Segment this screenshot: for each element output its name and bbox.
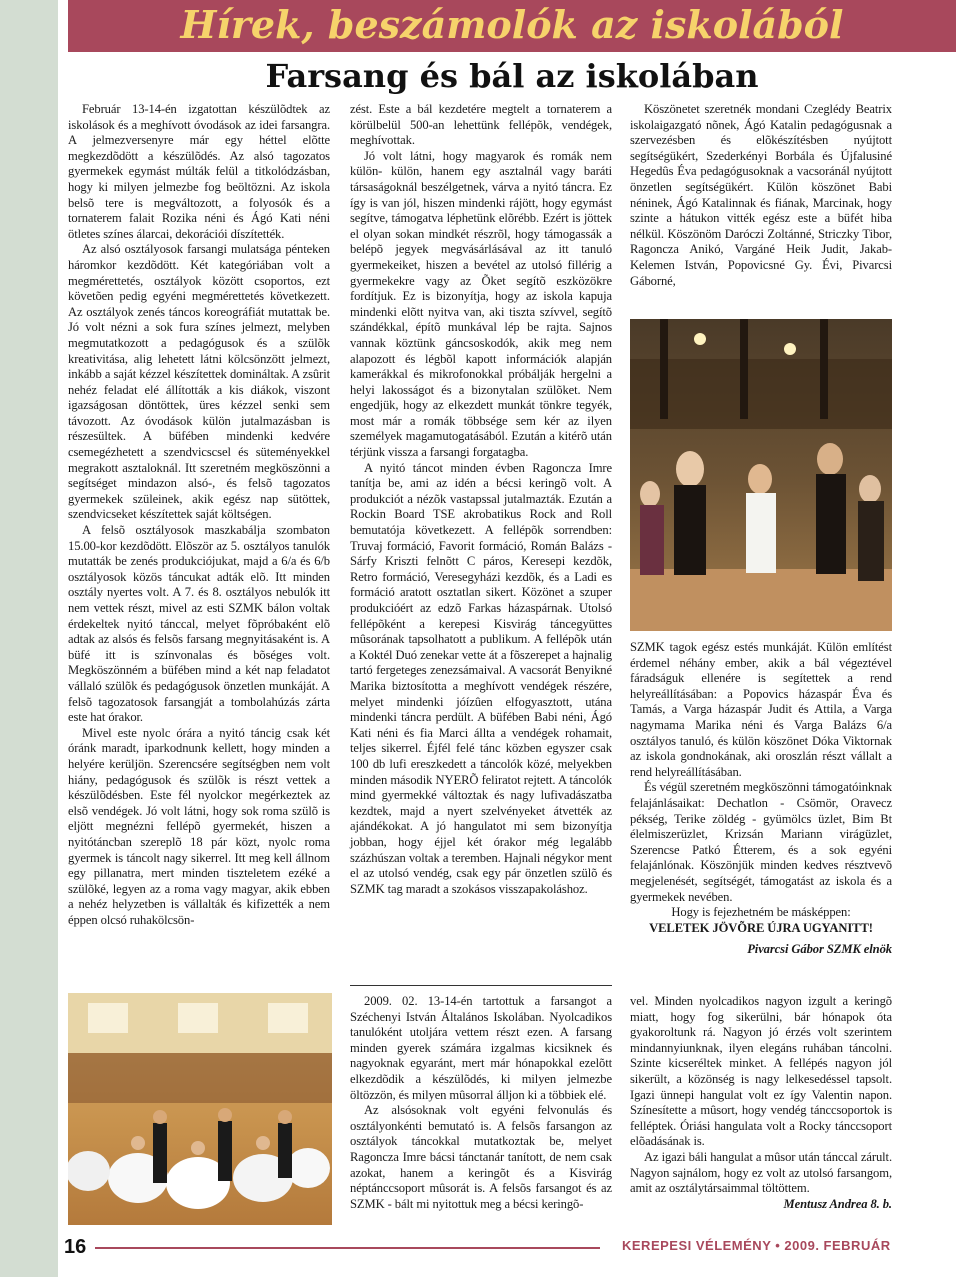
paragraph: 2009. 02. 13-14-én tartottuk a farsangot a Széchenyi István Általános Iskolában. Nyolcadikos tanulóként utoljára vettem részt ezen. A farsang minden gyerek számára izgalmas kicsiknek és nagyoknak egyaránt, mert már hónapokkal ezelõtt elkezdõdik a készülõdés, ki milyen jelmezbe öltözzön, és milyen mûsorral álljon ki a többiek elé.	[350, 994, 612, 1102]
publication-footer: KEREPESI VÉLEMÉNY • 2009. FEBRUÁR	[622, 1238, 891, 1253]
paragraph: Az igazi báli hangulat a mûsor után tánccal zárult. Nagyon sajnálom, hogy ez volt az utolsó farsangom, amit az osztálytársaimmal töltöttem.	[630, 1149, 892, 1196]
waltz-performance-photo	[68, 993, 332, 1225]
column-5	[630, 994, 892, 1212]
divider	[350, 985, 612, 986]
column-3-bottom	[630, 640, 892, 958]
author-signature: Pivarcsi Gábor SZMK elnök	[747, 942, 892, 957]
page-number: 16	[64, 1236, 87, 1258]
paragraph: Hogy is fejezhetném be másképpen:	[671, 905, 851, 920]
closing-slogan: VELETEK JÖVÕRE ÚJRA UGYANITT!	[649, 920, 873, 935]
column-4	[350, 994, 612, 1212]
paragraph: A felsõ osztályosok maszkabálja szombaton 15.00-kor kezdõdött. Elõször az 5. osztályos tanulók mutatták be zenés produkciójukat, majd a 6/a és 6/b osztályosok közös táncukat adták elõ. Itt minden osztály nyertes volt. A 7. és 8. osztályos nebulók itt nem vettek részt, mivel az esti SZMK bálon voltak érdekeltek nyitó tánccal, melyet fõpróbaként elõ adtak az alsós és felsõs farsang megnyitásaként is. A büfé itt is színvonalas és bõséges volt. Megköszönném a büfében mind a két nap feladatot vállaló szülõk és pedagógusok önzetlen munkáját. A felsõ tagozatosok farsangját a tombolahúzás zárta este hat órakor.	[68, 523, 330, 725]
paragraph: Köszönetet szeretnék mondani Czeglédy Beatrix iskolaigazgató nõnek, Ágó Katalin pedagógusnak a szervezésben és elõkészítésben nyújtott segítségükért, Szederkényi Borbála és Újfalusiné Hegedûs Éva pedagógusoknak a vacsoránál nyújtott önzetlen segítségükért. Külön köszönet Babi néninek, Ágó Katalinnak és fiának, Marcinak, hogy szinte a hátukon vitték egész este a büfét hiba nélkül. Köszönöm Daróczi Zoltánné, Striczky Tibor, Ragoncza Anikó, Vargáné Heik Judit, Jakab-Kelemen István, Popovicsné Gy. Évi, Pivarcsi Gáborné,	[630, 102, 892, 288]
paragraph: És végül szeretném megköszönni támogatóinknak felajánlásaikat: Dechatlon - Csömör, Oravecz pékség, Terike zöldég - gyümölcs üzlet, Bim Bt élelmiszerüzlet, Krizsán Mariann virágüzlet, Szerencse Patkó Étterem, és a sok egyéni felajánlónak. Köszönjük minden kedves résztvevõ megjelenését, segítségét, támogatást az iskola és a gyermekek nevében.	[630, 780, 893, 904]
article-title: Farsang és bál az iskolában	[265, 57, 759, 95]
paragraph: Az alsó osztályosok farsangi mulatsága pénteken háromkor kezdõdött. Két kategóriában volt a megmérettetés, osztályok között csoportos, ezt követõen pedig egyéni megmérettetés következett. Az osztályok zenés táncos koreográfiát mutattak be. Jó volt nézni a sok fura színes jelmezt, melyben megmutatkozott a pedagógusok és a szülõk kreativitása, alig lehetett látni kölcsönzött jelmezt, inkább a saját kézzel készítettek domináltak. A zsûrit nehéz feladat elé állították a kis diákok, viszont igazságosan döntöttek, üres kézzel senki sem távozott. Az óvodások külön jutalmazásban is részesültek. A büfében mindenki kedvére csemegézhetett a szendvicscsel és süteményekkel megrakott asztaloknál. Itt szeretném megköszönni a segítséget mindazon alsó-, és felsõ tagozatos gyermekek szüleinek, akik egész nap sütöttek, szendvicseket készítettek saját költségen.	[68, 242, 330, 522]
paragraph: Az alsósoknak volt egyéni felvonulás és osztályonkénti bemutató is. A felsõs farsangon az osztályok táncokkal mutatkoztak be, melyet Ragoncza Imre bácsi tánctanár tanított, de nem csak azokat, hanem a keringõt és a Kisvirág néptánccsoport mûsorát is. A felsõs farsangot és az SZMK - bált mi nyitottuk meg a bécsi keringõ-	[350, 1103, 612, 1211]
paragraph: zést. Este a bál kezdetére megtelt a tornaterem a körülbelül 500-an lehettünk fellépõk, vendégek, meghívottak.	[350, 102, 612, 148]
paragraph: Február 13-14-én izgatottan készülõdtek az iskolások és a meghívott óvodások az idei farsangra. A jelmezversenyre már egy héttel elõtte megkezdõdött a készülõdés. Az alsó tagozatos gyermekek egymást múlták felül a titkolódzásban, hogy ki milyen jelmezbe fog beöltözni. Az iskola belsõ tere is megváltozott, a folyosók és a tornaterem falait Rozika néni és Ágó Kati néni ötletes színes álarcai, dekorációi díszítették.	[68, 102, 330, 241]
paragraph: A nyitó táncot minden évben Ragoncza Imre tanítja be, ami az idén a bécsi keringõ volt. A produkciót a nézõk vastapssal jutalmazták. Ezután a Rockin Board TSE akrobatikus Rock and Roll bemutatója következett. A fellépõk sorrendben: Truvaj formáció, Favorit formáció, Román Balázs - Sárfy Kriszti felnõtt C páros, Keresepi kezdõk, Retro formáció, Veresegyházi kezdõk, és a Ladi es formáció aratott osztatlan sikert. Közönet a szuper produkcióért az edzõ Farkas házaspárnak. Utolsó fellépõként a kerepesi Kisvirág táncegyüttes mûsorának tapsolhatott a publikum. A fellépõk után a Koktél Duó zenekar vette át a fõszerepet a hajnalig tartó fergeteges zenezsámaival. A vacsorát Benyikné Marika biztosította a meghívott vendégek részére, melyet mindenki jóízûen elfogyasztott, utána mindenki táncra perdült. A büfében Babi néni, Ágó Kati néni és fia Marci állta a vendégek rohamait, teljes sikerrel. Éjfél felé tánc közben egyszer csak 100 db lufi ereszkedett a táncolók közé, melyekben minden második NYERÕ feliratot rejtett. A táncolók mind gyermekké változtak és nagy lufivadászatba kezdtek, majd a nyert szelvényeket átvették az ajándékokat. A jó hangulatot mi sem bizonyítja jobban, hogy éjjel két órakor még legalább százhúszan voltak a teremben. Hajnali négykor ment el az utolsó vendég, csak egy pár önzetlen szülõ és SZMK tag maradt a szokásos visszapakoláshoz.	[350, 460, 612, 896]
left-margin-band	[0, 0, 58, 1277]
column-1	[68, 102, 330, 928]
paragraph: vel. Minden nyolcadikos nagyon izgult a keringõ miatt, hogy fog sikerülni, bár hónapok óta gyakoroltunk rá. Nagyon jó érzés volt szerintem mindannyiunknak, ilyen elegáns ruhában táncolni. Szinte kicseréltek minket. A fellépés nagyon jól sikerült, a közönség is nagy lelkesedéssel tapsolt. Igazi ünnepi hangulat volt ez így Valentin napon. Színesítette a mûsort, hogy vendég tánccsoportok is felléptek. Óriási hangulata volt a Rocky tánccsoport elõadásának is.	[630, 994, 892, 1149]
paragraph: Jó volt látni, hogy magyarok és romák nem külön- külön, hanem egy asztalnál vagy baráti társaságoknál beszélgetnek, várva a nyitó táncra. Ez így is van jól, hiszen mindenki rájött, hogy egymást segítve, támogatva léphetünk elõrébb. Ezért is jöttek el olyan sokan mindkét részrõl, hogy támogassák a belépõ jegyek megvásárlásával az itt tanuló gyermekeiket, hiszen a bevétel az utolsó fillérig a gyermekekre vagy az Õket segítõ eszközökre fordítjuk. Ez is bizonyítja, hogy az iskola kapuja mindenki elõtt nyitva van, aki tiszta szívvel, segítõ szándékkal, építõ munkával lép be rajta. Sajnos vannak köztünk gáncsoskodók, akik meg nem alapozott és légbõl kapott információk alapján kamerákkal és mikrofonokkal próbálják hergelni a helyi lakosságot és a bizonytalan szülõket. Nem engedjük, hogy az elkezdett munkát tönkre tegyék, most már a romák többsége sem kér az ilyen személyek magamutogatásából. Ezután a kitérõ után térjünk vissza a farsangi forgatagba.	[350, 148, 612, 460]
paragraph: Mivel este nyolc órára a nyitó táncig csak két óránk maradt, iparkodnunk kellett, hogy minden a helyére kerüljön. Szerencsére segítségben nem volt hiány, pedagógusok és szülõk is részt vettek a készülõdésben. Este fél nyolckor megérkeztek az elsõ vendégek. Jó volt látni, hogy sok roma szülõ is eljött megnézni fellépõ gyermekét, hiszen a nyitótáncban szereplõ 18 pár közt, nyolc roma gyermek is táncolt nagy sikerrel. Itt meg kell állnom egy pillanatra, mert minden tiszteletem ezéké a szülõké, legyen az a roma vagy magyar, akik ebben a nehéz helyzetben is vállalták és kifizették a nem éppen olcsó ruhakölcsön-	[68, 725, 330, 927]
ballroom-dancing-photo	[630, 319, 892, 631]
column-2	[350, 102, 612, 897]
author-signature: Mentusz Andrea 8. b.	[783, 1196, 892, 1211]
footer-rule	[95, 1247, 600, 1249]
paragraph: SZMK tagok egész estés munkáját. Külön említést érdemel néhány ember, akik a bál végeztével fáradságuk ellenére is segítettek a rend helyreállításában: a Popovics házaspár Éva és Tamás, a Varga házaspár Judit és Attila, a Varga nagymama Marika néni és Varga Balázs 6/a osztályos tanuló, és külön köszönet Dóka Viktornak az iskola gondnokának, aki oroszlán részt vállalt a rend helyreállításában.	[630, 640, 892, 779]
column-3-top	[630, 102, 892, 289]
section-banner: Hírek, beszámolók az iskolából	[68, 0, 956, 52]
